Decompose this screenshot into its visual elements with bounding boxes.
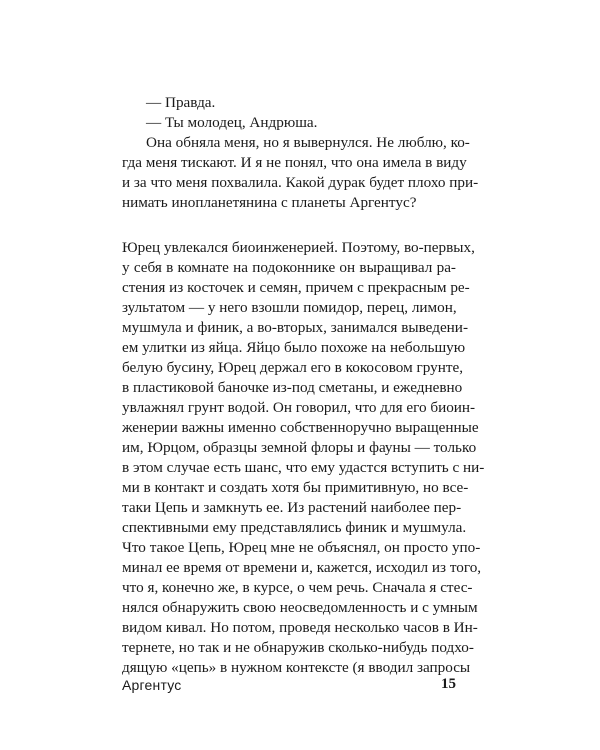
text-line: зультатом — у него взошли помидор, перец, лимон, xyxy=(122,299,457,316)
text-line: гда меня тискают. И я не понял, что она имела в виду xyxy=(122,154,467,171)
dialogue-line: — Ты молодец, Андрюша. xyxy=(146,114,318,131)
text-line: у себя в комнате на подоконнике он выращивал ра- xyxy=(122,259,456,276)
text-line: нимать инопланетянина с планеты Аргентус? xyxy=(122,194,417,211)
text-line: Что такое Цепь, Юрец мне не объяснял, он просто упо- xyxy=(122,539,481,556)
text-line: и за что меня похвалила. Какой дурак будет плохо при- xyxy=(122,174,479,191)
text-line: таки Цепь и замкнуть ее. Из растений наиболее пер- xyxy=(122,499,462,516)
text-line: нялся обнаружить свою неосведомленность и с умным xyxy=(122,599,478,616)
text-line: в этом случае есть шанс, что ему удастся вступить с ни- xyxy=(122,459,485,476)
text-line: что я, конечно же, в курсе, о чем речь. Сначала я стес- xyxy=(122,579,473,596)
page-number: 15 xyxy=(441,676,456,692)
text-line: Юрец увлекался биоинженерией. Поэтому, во-первых, xyxy=(122,239,475,256)
text-line: спективными ему представлялись финик и мушмула. xyxy=(122,519,467,536)
text-line: в пластиковой баночке из-под сметаны, и ежедневно xyxy=(122,379,463,396)
text-line: им, Юрцом, образцы земной флоры и фауны — только xyxy=(122,439,477,456)
text-line: Она обняла меня, но я вывернулся. Не люблю, ко- xyxy=(146,134,470,151)
text-line: минал ее время от времени и, кажется, исходил из того, xyxy=(122,559,482,576)
text-line: стения из косточек и семян, причем с прекрасным ре- xyxy=(122,279,470,296)
text-line: тернете, но так и не обнаружив сколько-нибудь подхо- xyxy=(122,639,474,656)
text-line: видом кивал. Но потом, проведя несколько часов в Ин- xyxy=(122,619,478,636)
text-line: мушмула и финик, а во-вторых, занимался выведени- xyxy=(122,319,468,336)
dialogue-line: — Правда. xyxy=(146,94,216,111)
running-footer-title: Аргентус xyxy=(122,677,182,693)
text-line: ми в контакт и создать хотя бы примитивную, но все- xyxy=(122,479,469,496)
text-line: увлажнял грунт водой. Он говорил, что для его биоин- xyxy=(122,399,476,416)
text-line: ем улитки из яйца. Яйцо было похоже на небольшую xyxy=(122,339,466,356)
text-line: женерии важны именно собственноручно выращенные xyxy=(122,419,479,436)
text-line: белую бусину, Юрец держал его в кокосовом грунте, xyxy=(122,359,464,376)
text-line: дящую «цепь» в нужном контексте (я вводил запросы xyxy=(122,659,471,676)
